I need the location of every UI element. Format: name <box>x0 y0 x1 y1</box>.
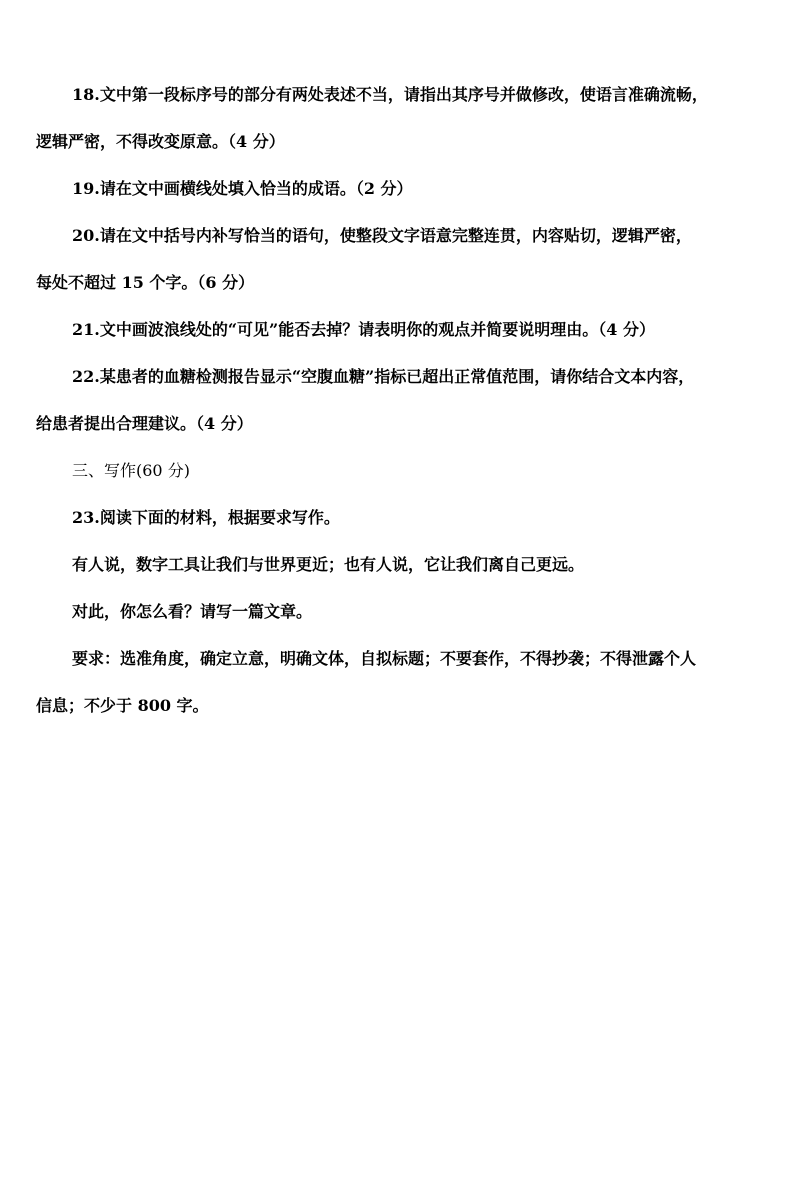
writing-requirements-line-2: 信息；不少于 800 字。 <box>36 696 209 715</box>
question-21: 21.文中画波浪线处的“可见”能否去掉？请表明你的观点并简要说明理由。（4 分） <box>72 320 655 339</box>
question-22-line-1: 22.某患者的血糖检测报告显示“空腹血糖”指标已超出正常值范围，请你结合文本内容， <box>72 367 695 386</box>
question-20-line-1: 20.请在文中括号内补写恰当的语句，使整段文字语意完整连贯，内容贴切，逻辑严密， <box>72 226 692 245</box>
question-22-line-2: 给患者提出合理建议。（4 分） <box>36 414 253 433</box>
question-23: 23.阅读下面的材料，根据要求写作。 <box>72 508 340 527</box>
section-3-heading: 三、写作(60 分) <box>72 461 190 480</box>
question-18-line-2: 逻辑严密，不得改变原意。（4 分） <box>36 132 285 151</box>
question-20-line-2: 每处不超过 15 个字。（6 分） <box>36 273 255 292</box>
writing-material: 有人说，数字工具让我们与世界更近；也有人说，它让我们离自己更远。 <box>72 555 585 574</box>
question-19: 19.请在文中画横线处填入恰当的成语。（2 分） <box>72 179 413 198</box>
writing-requirements-line-1: 要求：选准角度，确定立意，明确文体，自拟标题；不要套作，不得抄袭；不得泄露个人 <box>72 649 697 668</box>
writing-prompt: 对此，你怎么看？请写一篇文章。 <box>72 602 313 621</box>
question-18-line-1: 18.文中第一段标序号的部分有两处表述不当，请指出其序号并做修改，使语言准确流畅， <box>72 85 708 104</box>
